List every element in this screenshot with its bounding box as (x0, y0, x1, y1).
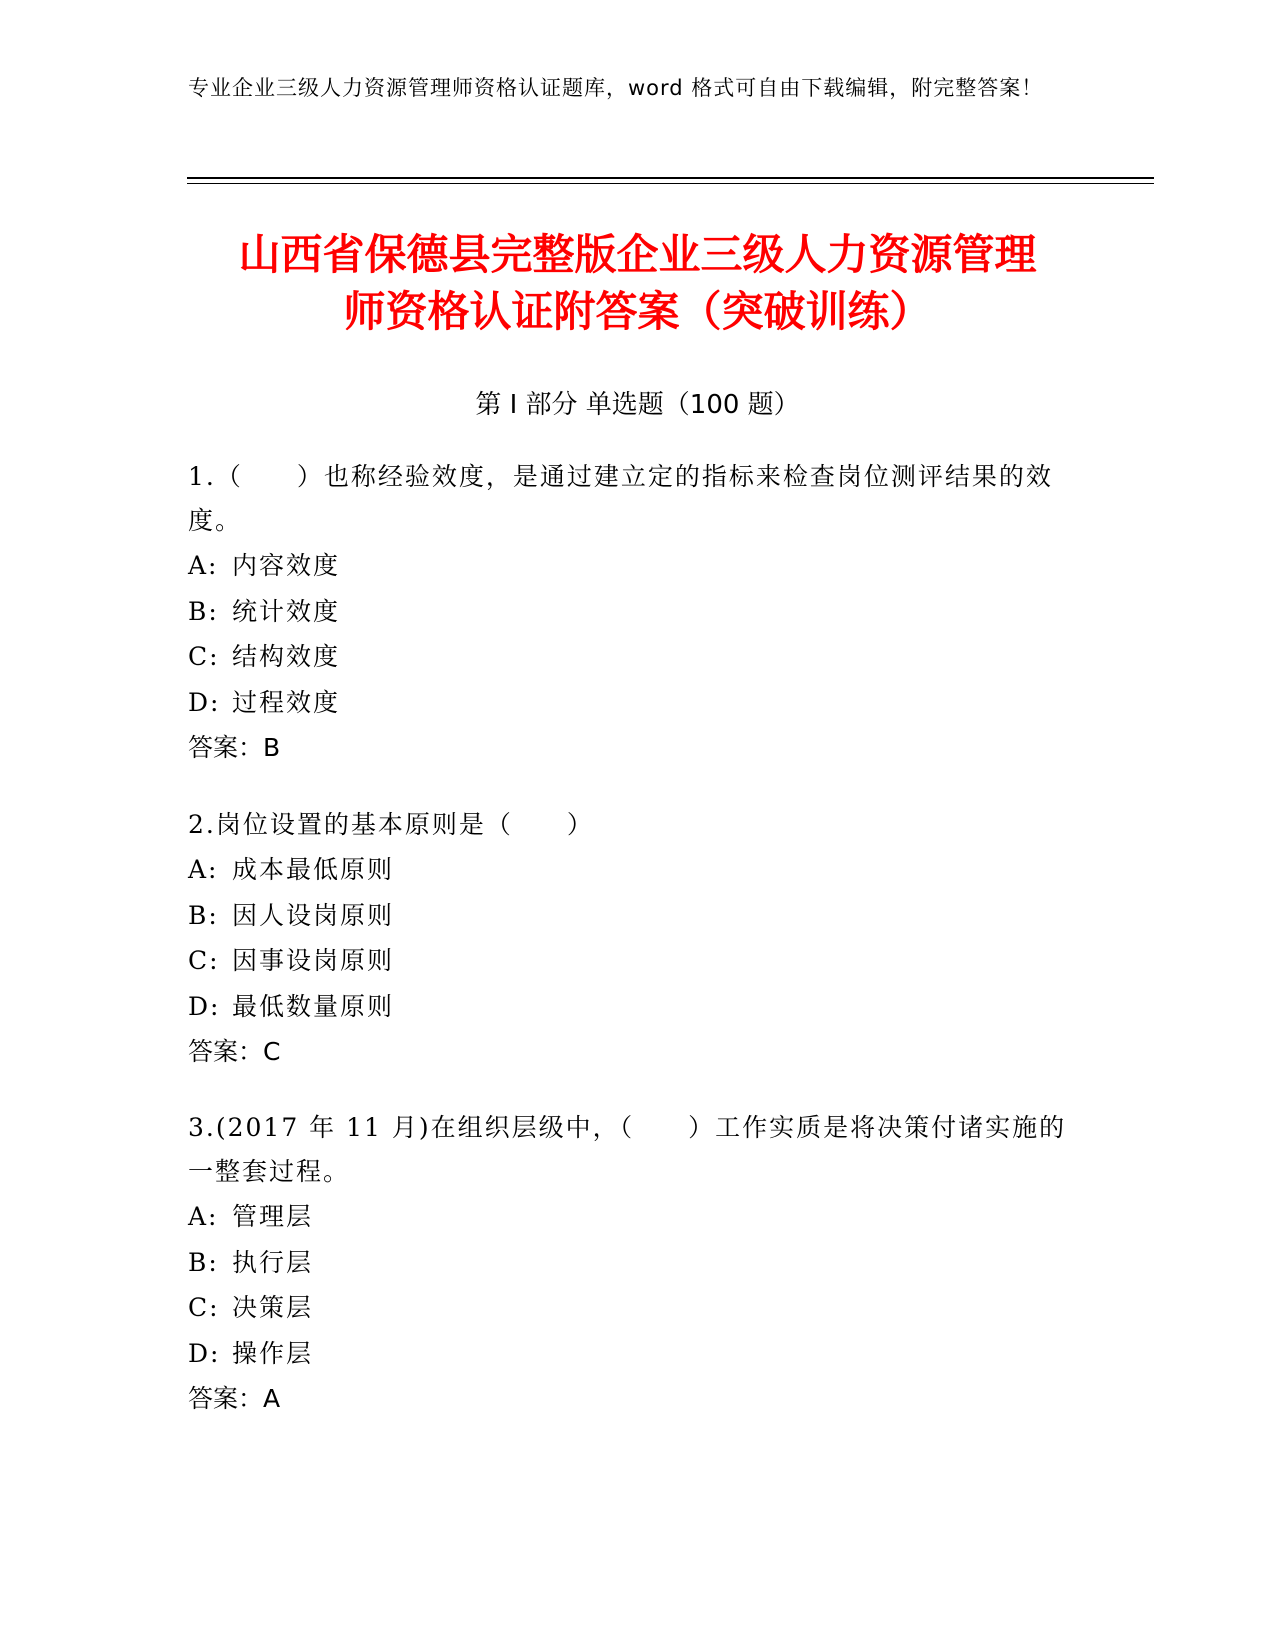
option-text: 因事设岗原则 (232, 946, 395, 975)
header-rule-thin (187, 183, 1154, 184)
question-stem: 3.(2017 年 11 月)在组织层级中，（ ）工作实质是将决策付诸实施的一整套过程。 (188, 1113, 1067, 1186)
option-text: 管理层 (232, 1202, 314, 1231)
section-title: 第 I 部分 单选题（100 题） (475, 390, 800, 420)
option-b (188, 1240, 1088, 1286)
option-label: C: (188, 1293, 220, 1322)
question-stem: 2.岗位设置的基本原则是（ ） (188, 810, 594, 839)
option-text: 最低数量原则 (232, 991, 395, 1021)
option-a (188, 847, 1088, 893)
option-text: 内容效度 (232, 551, 341, 580)
answer: 答案：A (188, 1384, 281, 1413)
option-d (188, 984, 1088, 1030)
option-label: C: (188, 642, 220, 671)
option-text: 执行层 (232, 1247, 314, 1277)
option-label: B: (188, 900, 219, 930)
option-label: D: (188, 687, 221, 717)
header-rule-thick (187, 177, 1154, 179)
header-note: 专业企业三级人力资源管理师资格认证题库，word 格式可自由下载编辑，附完整答案！ (188, 76, 1044, 100)
option-text: 操作层 (232, 1338, 314, 1368)
option-text: 因人设岗原则 (232, 900, 395, 930)
option-text: 成本最低原则 (232, 855, 395, 884)
question-1 (188, 455, 1088, 770)
option-label: A: (188, 1202, 219, 1231)
option-text: 过程效度 (232, 687, 341, 717)
option-a (188, 543, 1088, 589)
option-label: D: (188, 1338, 221, 1368)
option-label: A: (188, 855, 219, 884)
document-title (140, 226, 1135, 340)
answer: 答案：C (188, 1037, 281, 1066)
question-3 (188, 1106, 1088, 1421)
option-text: 结构效度 (232, 642, 341, 671)
answer: 答案：B (188, 733, 281, 762)
option-label: B: (188, 1247, 219, 1277)
question-2 (188, 803, 1088, 1074)
option-text: 统计效度 (232, 596, 341, 626)
option-d (188, 680, 1088, 726)
option-label: D: (188, 991, 221, 1021)
option-c (188, 1285, 1088, 1331)
document-title-line-1: 山西省保德县完整版企业三级人力资源管理 (238, 230, 1037, 279)
option-c (188, 634, 1088, 680)
option-c (188, 938, 1088, 984)
option-text: 决策层 (232, 1293, 314, 1322)
option-label: A: (188, 551, 219, 580)
option-a (188, 1194, 1088, 1240)
document-title-line-2: 师资格认证附答案（突破训练） (343, 287, 932, 336)
option-label: B: (188, 596, 219, 626)
option-b (188, 893, 1088, 939)
option-label: C: (188, 946, 220, 975)
question-stem: 1.（ ）也称经验效度，是通过建立定的指标来检查岗位测评结果的效度。 (188, 462, 1053, 535)
option-d (188, 1331, 1088, 1377)
option-b (188, 589, 1088, 635)
